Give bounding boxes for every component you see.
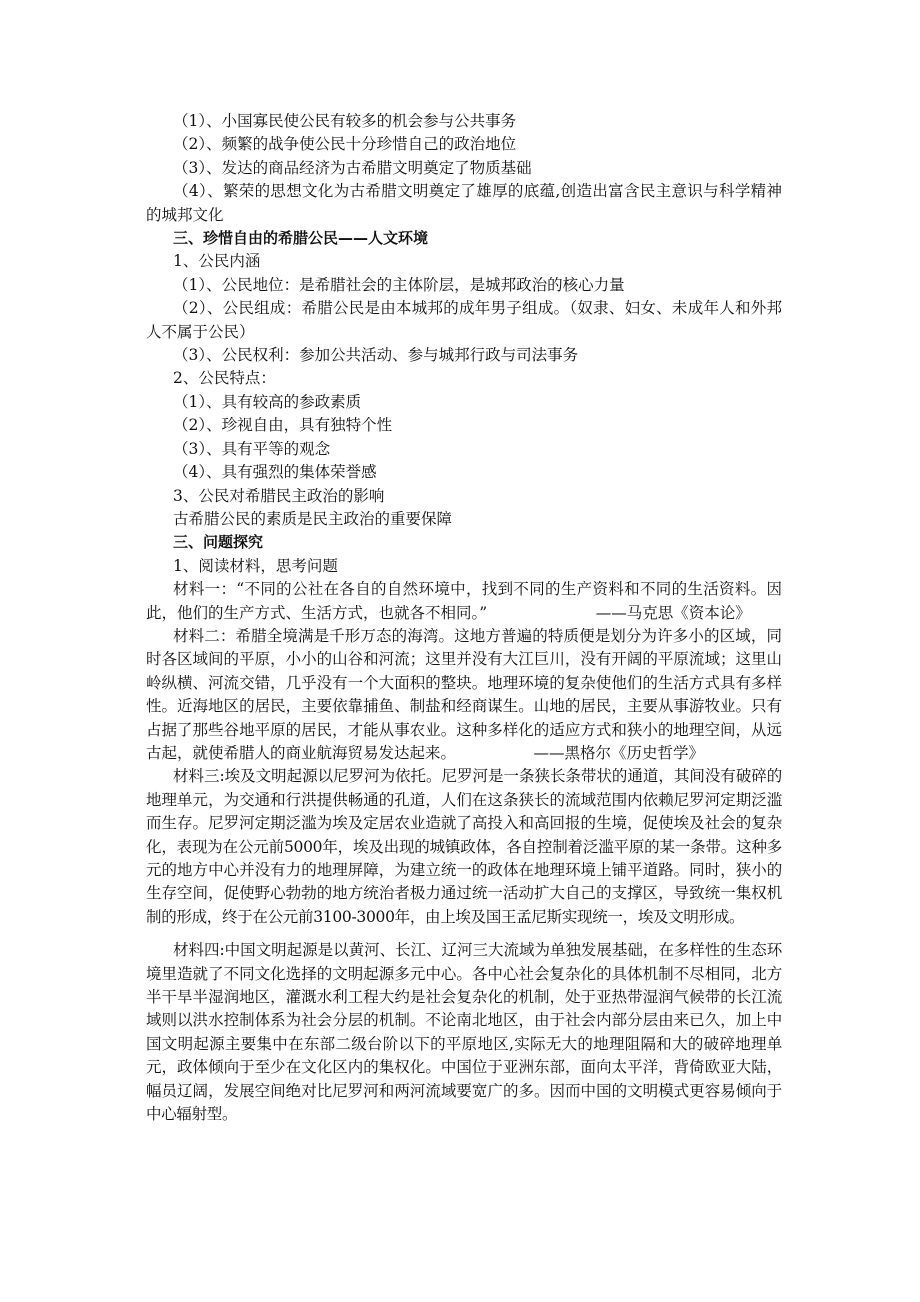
list-item: （4）、繁荣的思想文化为古希腊文明奠定了雄厚的底蕴,创造出富含民主意识与科学精神的城邦文化 — [146, 182, 782, 224]
material-2 — [146, 625, 782, 765]
material-2-text: 材料二：希腊全境满是千形万态的海湾。这地方普遍的特质便是划分为许多小的区域，同时各区域间的平原，小小的山谷和河流；这里并没有大江巨川，没有开阔的平原流域；这里山岭纵横、河流交错，几乎没有一个大面积的整块。地理环境的复杂使他们的生活方式具有多样性。近海地区的居民，主要依靠捕鱼、制盐和经商谋生。山地的居民，主要从事游牧业。只有占据了那些谷地平原的居民，才能从事农业。这种多样化的适应方式和狭小的地理空间，从远古起，就使希腊人的商业航海贸易发达起来。 — [146, 626, 782, 762]
subsection-title: 2、公民特点： — [173, 369, 276, 388]
material-3: 材料三:埃及文明起源以尼罗河为依托。尼罗河是一条狭长条带状的通道，其间没有破碎的地理单元，为交通和行洪提供畅通的孔道，人们在这条狭长的流域范围内依赖尼罗河定期泛滥而生存。尼罗河定期泛滥为埃及定居农业造就了高投入和高回报的生境，促使埃及社会的复杂化，表现为在公元前5000年，埃及出现的城镇政体，各自控制着泛滥平原的某一条带。这种多元的地方中心并没有力的地理屏障，为建立统一的政体在地理环境上铺平道路。同时，狭小的生存空间，促使野心勃勃的地方统治者极力通过统一活动扩大自己的支撑区，导致统一集权机制的形成，终于在公元前3100-3000年，由上埃及国王孟尼斯实现统一，埃及文明形成。 — [146, 767, 782, 926]
material-2-source: ——黑格尔《历史哲学》 — [533, 743, 705, 762]
subsection-title: 3、公民对希腊民主政治的影响 — [173, 486, 385, 505]
subsection-title: 1、公民内涵 — [173, 252, 261, 271]
list-item: （4）、具有强烈的集体荣誉感 — [173, 463, 377, 482]
list-item: （1）、小国寡民使公民有较多的机会参与公共事务 — [173, 112, 517, 130]
list-item: （2）、频繁的战争使公民十分珍惜自己的政治地位 — [173, 135, 517, 154]
list-item: （2）、公民组成：希腊公民是由本城邦的成年男子组成。（奴隶、妇女、未成年人和外邦人不属于公民） — [146, 299, 782, 341]
document-page — [146, 110, 782, 1126]
section-heading: 三、问题探究 — [173, 533, 264, 552]
section-heading: 三、珍惜自由的希腊公民——人文环境 — [173, 229, 429, 248]
material-1-text: 材料一：“不同的公社在各自的自然环境中，找到不同的生产资料和不同的生活资料。因此，他们的生产方式、生活方式，也就各不相同。” — [146, 580, 782, 622]
list-item: （1）、具有较高的参政素质 — [173, 392, 362, 411]
task-label: 1、阅读材料，思考问题 — [173, 556, 338, 575]
list-item: （3）、公民权利：参加公共活动、参与城邦行政与司法事务 — [173, 346, 579, 365]
material-4: 材料四:中国文明起源是以黄河、长江、辽河三大流域为单独发展基础，在多样性的生态环境里造就了不同文化选择的文明起源多元中心。各中心社会复杂化的具体机制不尽相同，北方半干旱半湿润地区，灌溉水利工程大约是社会复杂化的机制，处于亚热带湿润气候带的长江流域则以洪水控制体系为社会分层的机制。不论南北地区，由于社会内部分层由来已久，加上中国文明起源主要集中在东部二级台阶以下的平原地区,实际无大的地理阻隔和大的破碎地理单元，政体倾向于至少在文化区内的集权化。中国位于亚洲东部，面向太平洋，背倚欧亚大陆，幅员辽阔，发展空间绝对比尼罗河和两河流域要宽广的多。因而中国的文明模式更容易倾向于中心辐射型。 — [146, 941, 782, 1124]
material-1 — [146, 578, 782, 625]
list-item: （3）、发达的商品经济为古希腊文明奠定了物质基础 — [173, 158, 532, 177]
list-item: （3）、具有平等的观念 — [173, 439, 331, 458]
list-item: （2）、珍视自由，具有独特个性 — [173, 416, 393, 435]
material-1-source: ——马克思《资本论》 — [595, 603, 751, 622]
body-text: 古希腊公民的素质是民主政治的重要保障 — [173, 509, 453, 528]
list-item: （1）、公民地位：是希腊社会的主体阶层，是城邦政治的核心力量 — [173, 275, 625, 294]
